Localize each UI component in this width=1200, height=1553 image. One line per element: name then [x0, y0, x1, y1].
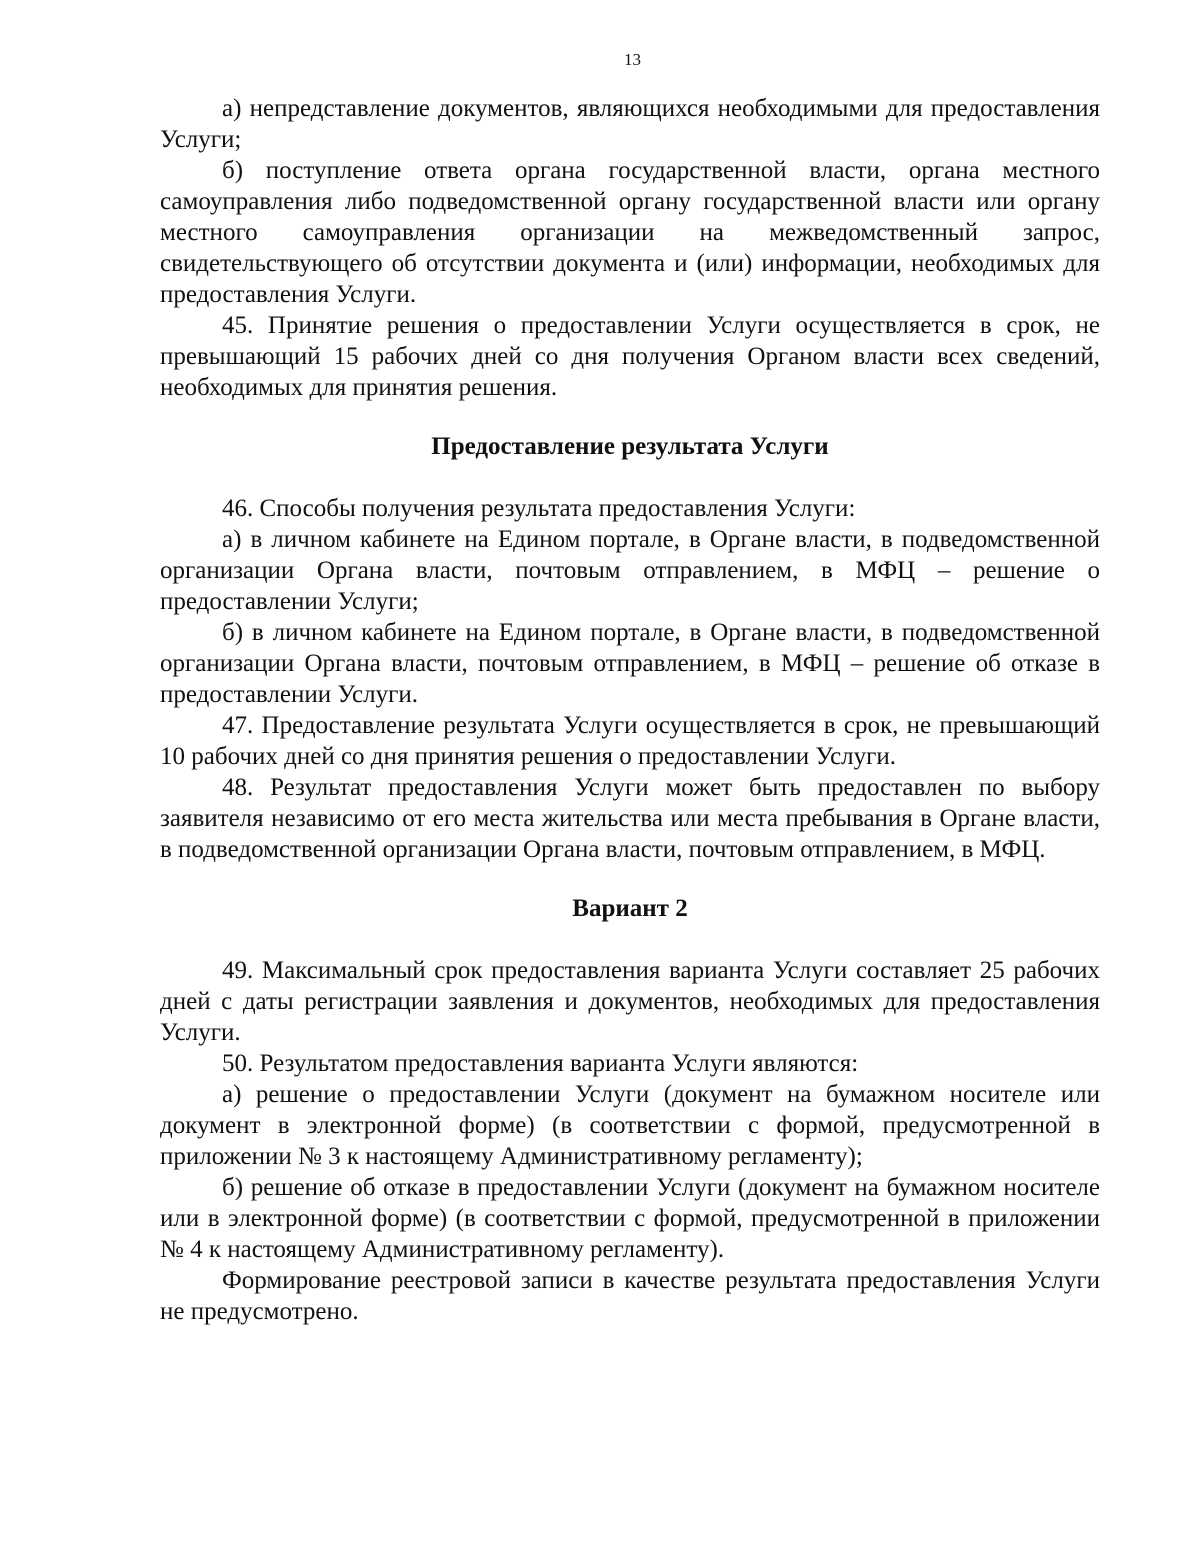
- paragraph-registry-note: Формирование реестровой записи в качестве результата предоставления Услуги не предусмотрено.: [160, 1267, 1100, 1325]
- paragraph-45: 45. Принятие решения о предоставлении Услуги осуществляется в срок, не превышающий 15 рабочих дней со дня получения Органом власти всех сведений, необходимых для принятия решения.: [160, 312, 1100, 401]
- paragraph-50: 50. Результатом предоставления варианта Услуги являются:: [222, 1050, 859, 1077]
- paragraph-50-item-a: а) решение о предоставлении Услуги (документ на бумажном носителе или документ в электронной форме) (в соответствии с формой, предусмотренной в приложении № 3 к настоящему Административному регламенту);: [160, 1081, 1100, 1170]
- section-heading-result: Предоставление результата Услуги: [431, 433, 829, 460]
- paragraph-46-item-b: б) в личном кабинете на Едином портале, в Органе власти, в подведомственной организации Органа власти, почтовым отправлением, в МФЦ – решение об отказе в предоставлении Услуги.: [160, 619, 1100, 708]
- paragraph-46: 46. Способы получения результата предоставления Услуги:: [222, 495, 856, 522]
- paragraph-48: 48. Результат предоставления Услуги может быть предоставлен по выбору заявителя независимо от его места жительства или места пребывания в Органе власти, в подведомственной организации Органа власти, почтовым отправлением, в МФЦ.: [160, 774, 1100, 863]
- page-number: 13: [624, 50, 641, 69]
- paragraph-44-item-b: б) поступление ответа органа государственной власти, органа местного самоуправления либо подведомственной органу государственной власти или органу местного самоуправления организации на межведомственный запрос, свидетельствующего об отсутствии документа и (или) информации, необходимых для предоставления Услуги.: [160, 157, 1100, 308]
- paragraph-50-item-b: б) решение об отказе в предоставлении Услуги (документ на бумажном носителе или в электронной форме) (в соответствии с формой, предусмотренной в приложении № 4 к настоящему Административному регламенту).: [160, 1174, 1100, 1263]
- paragraph-49: 49. Максимальный срок предоставления варианта Услуги составляет 25 рабочих дней с даты регистрации заявления и документов, необходимых для предоставления Услуги.: [160, 957, 1100, 1046]
- section-heading-variant-2: Вариант 2: [572, 895, 688, 922]
- paragraph-47: 47. Предоставление результата Услуги осуществляется в срок, не превышающий 10 рабочих дней со дня принятия решения о предоставлении Услуги.: [160, 712, 1100, 770]
- document-body: [160, 93, 1100, 1327]
- paragraph-44-item-a: а) непредставление документов, являющихся необходимыми для предоставления Услуги;: [160, 95, 1100, 153]
- paragraph-46-item-a: а) в личном кабинете на Едином портале, в Органе власти, в подведомственной организации Органа власти, почтовым отправлением, в МФЦ – решение о предоставлении Услуги;: [160, 526, 1100, 615]
